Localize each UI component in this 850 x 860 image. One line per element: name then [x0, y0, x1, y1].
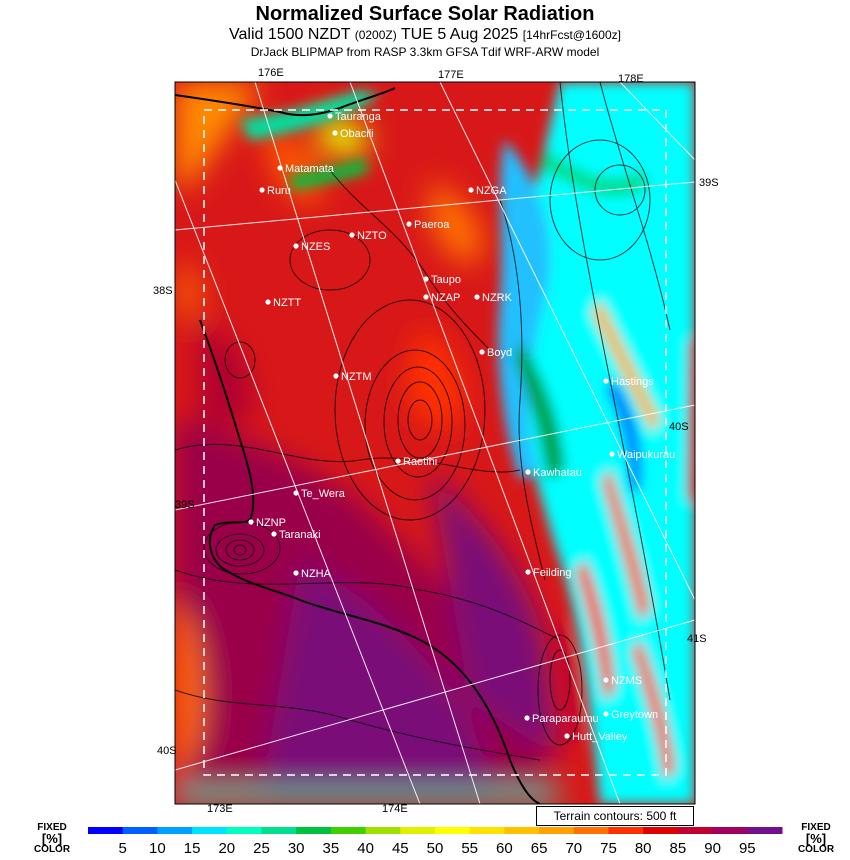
- color-bar-segment: [504, 827, 539, 834]
- lat-label-39s-left: 39S: [175, 499, 195, 511]
- place-label: Matamata: [285, 163, 334, 175]
- place-te-wera: [293, 488, 345, 500]
- terrain-contours-note: Terrain contours: 500 ft: [536, 806, 694, 826]
- place-dot: [423, 276, 428, 281]
- place-label: Feilding: [533, 567, 572, 579]
- legend-left-color: COLOR: [33, 844, 71, 855]
- color-bar-segment: [88, 827, 123, 834]
- place-label: NZTO: [357, 230, 387, 242]
- place-label: Raetihi: [403, 456, 438, 468]
- color-bar-segment: [574, 827, 609, 834]
- place-label: Ruru: [267, 185, 291, 197]
- color-bar-tick-label: 15: [183, 840, 201, 857]
- color-bar-tick-label: 55: [461, 840, 479, 857]
- map-title: Normalized Surface Solar Radiation: [255, 3, 595, 25]
- place-dot: [479, 349, 484, 354]
- color-bar-tick-label: 10: [149, 840, 166, 857]
- place-dot: [474, 294, 479, 299]
- place-dot: [259, 187, 264, 192]
- place-dot: [525, 469, 530, 474]
- color-bar-tick-label: 85: [669, 840, 687, 857]
- color-bar-tick-label: 60: [496, 840, 513, 857]
- place-label: NZMS: [611, 675, 643, 687]
- place-taranaki: [271, 529, 320, 541]
- color-bar: [88, 827, 783, 834]
- color-bar-ticks: [119, 840, 756, 857]
- color-bar-tick-label: 65: [530, 840, 548, 857]
- place-dot: [327, 113, 332, 118]
- place-matamata: [277, 163, 334, 175]
- color-bar-segment: [157, 827, 192, 834]
- color-bar-segment: [262, 827, 297, 834]
- place-label: Kawhatau: [533, 467, 582, 479]
- place-dot: [406, 221, 411, 226]
- color-bar-tick-label: 45: [391, 840, 409, 857]
- lat-label-40s-left: 40S: [157, 745, 177, 757]
- color-bar-segment: [123, 827, 158, 834]
- place-hastings: [603, 376, 654, 388]
- place-dot: [333, 373, 338, 378]
- legend-left-fixed: FIXED: [37, 822, 67, 833]
- legend-right-label: [794, 822, 838, 855]
- lat-label-41s-right: 41S: [687, 633, 707, 645]
- map-subtitle: DrJack BLIPMAP from RASP 3.3km GFSA Tdif WRF-ARW model: [250, 45, 600, 59]
- place-label: Greytown: [611, 709, 659, 721]
- color-bar-segment: [400, 827, 435, 834]
- place-label: Hastings: [611, 376, 654, 388]
- place-dot: [332, 130, 337, 135]
- place-label: Boyd: [487, 347, 513, 359]
- lon-label-176e: 176E: [258, 67, 284, 79]
- color-bar-segment: [539, 827, 574, 834]
- place-greytown: [603, 709, 658, 721]
- valid-prefix: Valid 1500 NZDT: [229, 26, 351, 43]
- place-dot: [265, 299, 270, 304]
- color-bar-segment: [678, 827, 713, 834]
- place-label: Tauranga: [335, 111, 381, 123]
- place-label: NZTT: [273, 297, 302, 309]
- place-dot: [248, 519, 253, 524]
- place-dot: [293, 243, 298, 248]
- place-dot: [271, 531, 276, 536]
- color-bar-tick-label: 95: [738, 840, 756, 857]
- place-dot: [293, 490, 298, 495]
- place-dot: [603, 677, 608, 682]
- place-waipukurau: [609, 449, 675, 461]
- color-bar-tick-label: 35: [322, 840, 340, 857]
- color-bar-tick-label: 40: [357, 840, 374, 857]
- place-tauranga: [327, 111, 381, 123]
- map-field: [175, 82, 695, 804]
- color-bar-tick-label: 25: [253, 840, 270, 857]
- place-dot: [603, 711, 608, 716]
- color-bar-segment: [296, 827, 331, 834]
- place-label: Te_Wera: [301, 488, 345, 500]
- place-label: Paraparaumu: [532, 713, 599, 725]
- place-kawhatau: [525, 467, 582, 479]
- place-dot: [525, 569, 530, 574]
- place-dot: [524, 715, 529, 720]
- place-label: Taupo: [431, 274, 461, 286]
- color-bar-tick-label: 30: [287, 840, 305, 857]
- place-label: Taranaki: [279, 529, 321, 541]
- color-bar-segment: [331, 827, 366, 834]
- color-bar-tick-label: 90: [704, 840, 721, 857]
- lat-label-39s-right: 39S: [699, 177, 719, 189]
- color-bar-segment: [435, 827, 470, 834]
- color-bar-tick-label: 75: [600, 840, 617, 857]
- color-bar-tick-label: 70: [565, 840, 583, 857]
- legend-right-unit: [%]: [805, 831, 827, 846]
- color-bar-tick-label: 50: [426, 840, 444, 857]
- color-bar-tick-label: 5: [118, 840, 127, 857]
- legend-left-label: [30, 822, 74, 855]
- place-label: Hutt_Valley: [572, 731, 628, 743]
- place-feilding: [525, 567, 571, 579]
- color-bar-tick-label: 20: [218, 840, 236, 857]
- place-dot: [603, 378, 608, 383]
- place-paraparaumu: [524, 713, 598, 725]
- place-label: NZGA: [476, 185, 507, 197]
- lat-label-40s-right: 40S: [669, 421, 689, 433]
- color-bar-segment: [747, 827, 782, 834]
- place-hutt-valley: [564, 731, 628, 743]
- valid-utc: (0200Z): [354, 28, 397, 42]
- place-label: NZRK: [482, 292, 512, 304]
- place-dot: [564, 733, 569, 738]
- place-label: NZTM: [341, 371, 372, 383]
- place-dot: [609, 451, 614, 456]
- color-bar-segment: [192, 827, 227, 834]
- color-bar-segment: [609, 827, 644, 834]
- lon-label-177e: 177E: [438, 69, 464, 81]
- color-bar-segment: [227, 827, 262, 834]
- place-dot: [277, 165, 282, 170]
- place-dot: [423, 294, 428, 299]
- color-bar-segment: [713, 827, 748, 834]
- legend-left-unit: [%]: [41, 831, 63, 846]
- place-label: Obacili: [340, 128, 374, 140]
- color-bar-tick-label: 80: [634, 840, 652, 857]
- color-bar-segment: [470, 827, 505, 834]
- place-label: NZHA: [301, 568, 331, 580]
- place-label: NZES: [301, 241, 331, 253]
- place-dot: [395, 458, 400, 463]
- place-dot: [349, 232, 354, 237]
- place-dot: [293, 570, 298, 575]
- place-dot: [468, 187, 473, 192]
- place-label: NZNP: [256, 517, 286, 529]
- legend-right-fixed: FIXED: [801, 822, 831, 833]
- legend-right-color: COLOR: [797, 844, 835, 855]
- lat-label-38s-left: 38S: [153, 285, 173, 297]
- forecast-info: [14hrFcst@1600z]: [522, 28, 621, 42]
- color-bar-segment: [366, 827, 401, 834]
- place-label: NZAP: [431, 292, 461, 304]
- place-label: Waipukurau: [617, 449, 676, 461]
- valid-date: TUE 5 Aug 2025: [400, 26, 519, 43]
- lon-label-174e: 174E: [382, 803, 408, 815]
- color-bar-segment: [643, 827, 678, 834]
- place-label: Paeroa: [414, 219, 450, 231]
- lon-label-173e: 173E: [207, 803, 233, 815]
- lon-label-178e: 178E: [618, 73, 644, 85]
